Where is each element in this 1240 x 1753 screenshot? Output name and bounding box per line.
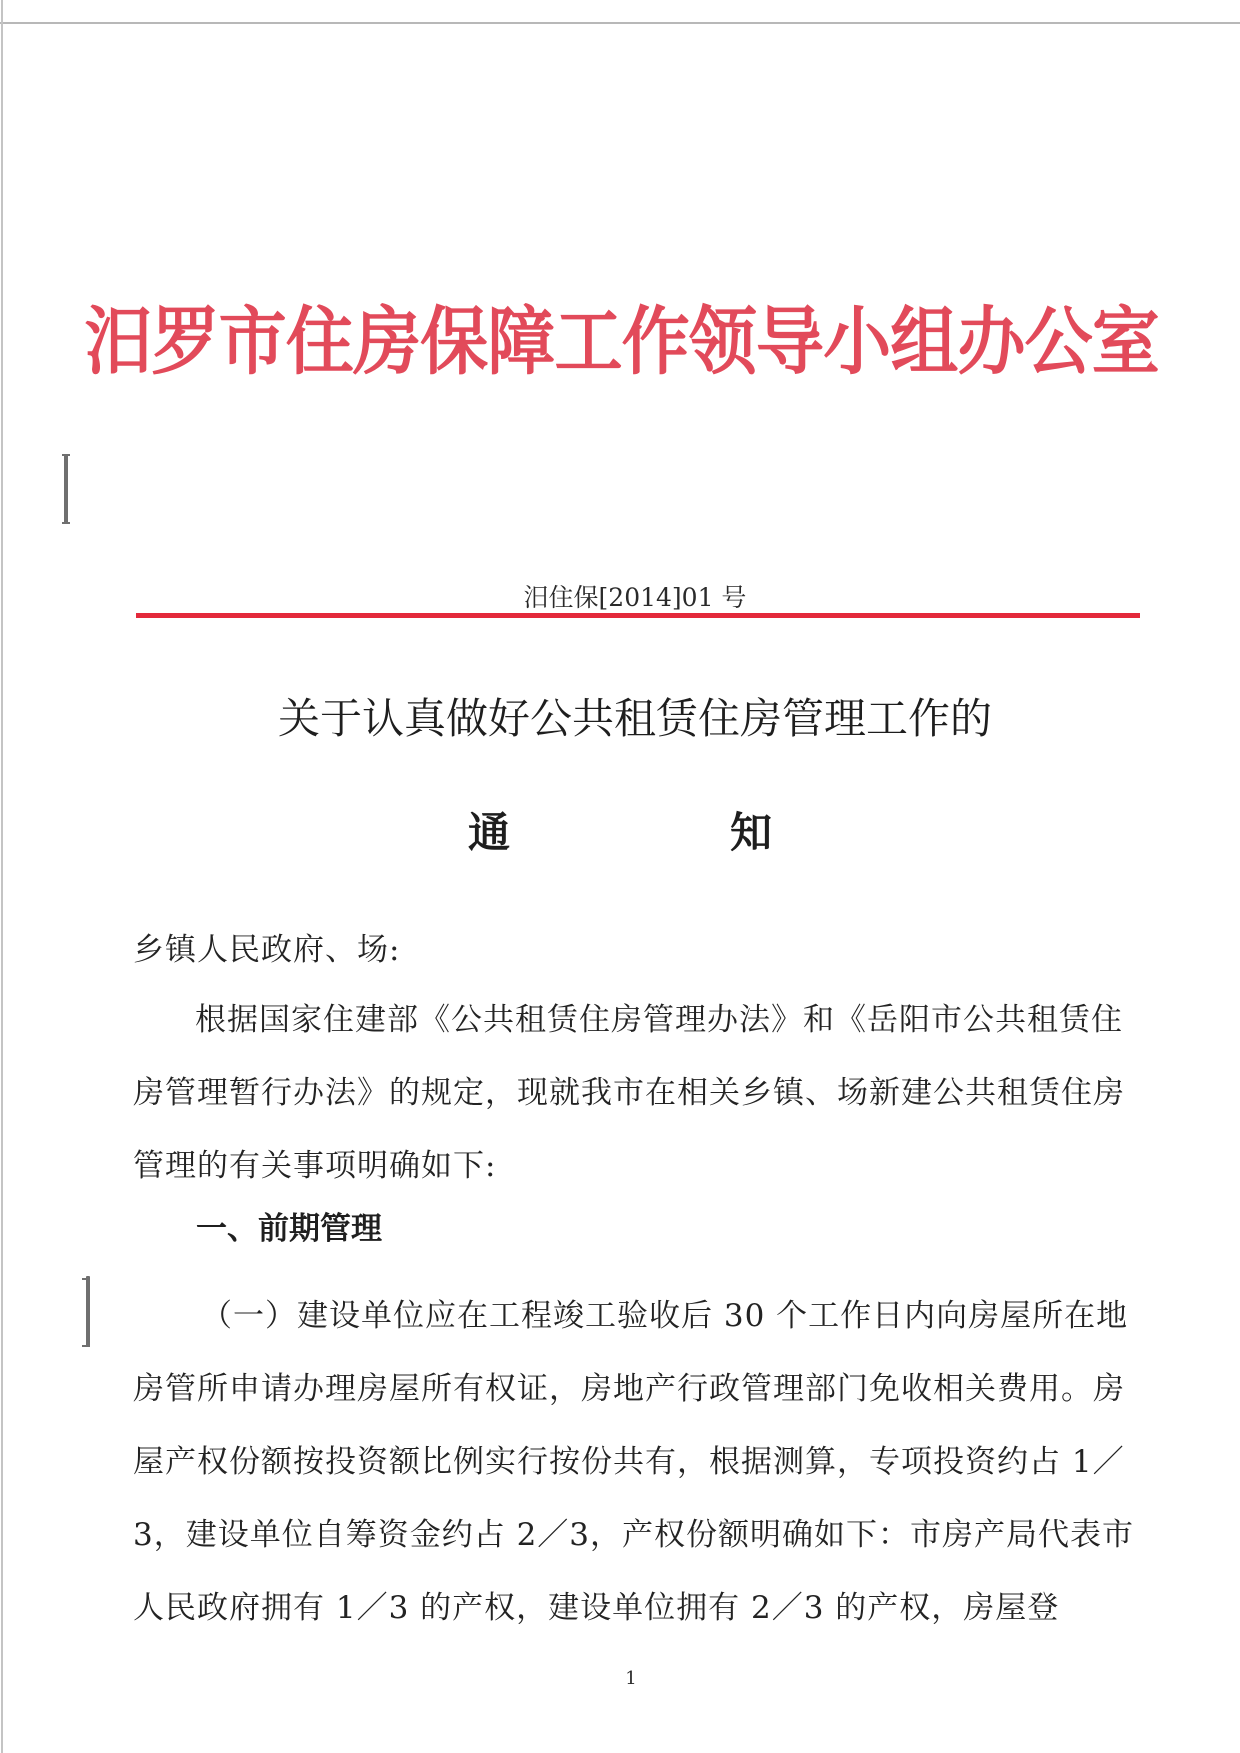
staple-mark-lower (86, 1276, 90, 1346)
section-heading: 一、前期管理 (196, 1211, 382, 1247)
staple-tick (62, 454, 70, 456)
document-number: 汨住保[2014]01 号 (523, 583, 747, 612)
scan-edge-top (0, 22, 1240, 24)
red-header-rule (136, 613, 1140, 618)
page-number: 1 (625, 1668, 637, 1689)
agency-header: 汨罗市住房保障工作领导小组办公室 (84, 299, 1159, 385)
body-paragraph: （一）建设单位应在工程竣工验收后 30 个工作日内向房屋所在地房管所申请办理房屋所有权证，房地产行政管理部门免收相关费用。房屋产权份额按投资额比例实行按份共有，根据测算，专项投资约占 1／3，建设单位自筹资金约占 2／3，产权份额明确如下：市房产局代表市人民政府拥有 1／3 的产权，建设单位拥有 2／3 的产权，房屋登 (133, 1298, 1135, 1626)
staple-tick (82, 1345, 90, 1347)
notice-title-char-left: 通 (467, 808, 510, 857)
salutation: 乡镇人民政府、场: (133, 932, 401, 968)
notice-title-subline (0, 800, 1240, 860)
staple-mark-upper (64, 455, 68, 523)
scan-edge-left (1, 0, 3, 1753)
intro-paragraph: 根据国家住建部《公共租赁住房管理办法》和《岳阳市公共租赁住房管理暂行办法》的规定，现就我市在相关乡镇、场新建公共租赁住房管理的有关事项明确如下: (133, 1002, 1125, 1184)
staple-tick (82, 1278, 90, 1280)
notice-title: 关于认真做好公共租赁住房管理工作的 (277, 694, 992, 743)
notice-title-char-right: 知 (730, 808, 773, 857)
staple-tick (62, 522, 70, 524)
